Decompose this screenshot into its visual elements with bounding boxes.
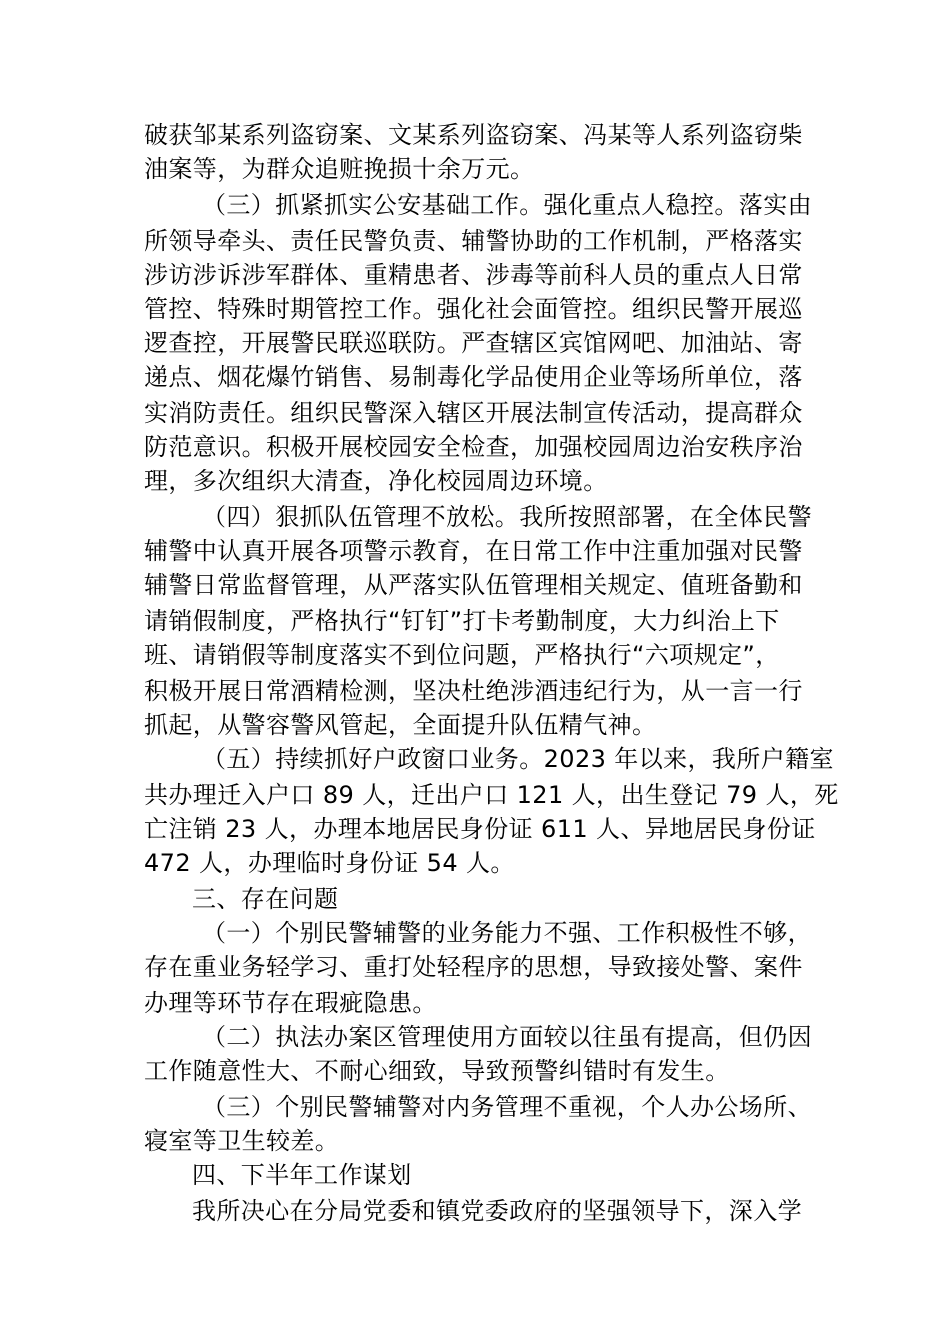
text-line: 递点、烟花爆竹销售、易制毒化学品使用企业等场所单位，落 [144,363,803,391]
text-line: 我所决心在分局党委和镇党委政府的坚强领导下，深入学 [192,1197,802,1225]
text-line: 抓起，从警容警风管起，全面提升队伍精气神。 [144,711,657,739]
text-line: 472 人，办理临时身份证 54 人。 [144,849,515,877]
paragraph-heading: （三）个别民警辅警对内务管理不重视，个人办公场所、 [202,1093,812,1121]
paragraph-heading: （三）抓紧抓实公安基础工作。强化重点人稳控。落实由 [202,191,812,219]
paragraph-heading: （五）持续抓好户政窗口业务。2023 年以来，我所户籍室 [202,745,834,773]
paragraph-heading: （四）狠抓队伍管理不放松。我所按照部署，在全体民警 [202,503,812,531]
text-line: 请销假制度，严格执行“钉钉”打卡考勤制度，大力纠治上下 [144,607,780,635]
text-line: 办理等环节存在瑕疵隐患。 [144,989,437,1017]
text-line: 破获邹某系列盗窃案、文某系列盗窃案、冯某等人系列盗窃柴 [144,121,803,149]
text-line: 理，多次组织大清查，净化校园周边环境。 [144,467,608,495]
section-heading: 三、存在问题 [192,885,339,913]
text-line: 涉访涉诉涉军群体、重精患者、涉毒等前科人员的重点人日常 [144,261,803,289]
paragraph-heading: （一）个别民警辅警的业务能力不强、工作积极性不够， [202,919,812,947]
text-line: 管控、特殊时期管控工作。强化社会面管控。组织民警开展巡 [144,295,803,323]
text-line: 共办理迁入户口 89 人，迁出户口 121 人，出生登记 79 人，死 [144,781,839,809]
text-line: 积极开展日常酒精检测，坚决杜绝涉酒违纪行为，从一言一行 [144,677,803,705]
text-line: 寝室等卫生较差。 [144,1127,340,1155]
paragraph-heading: （二）执法办案区管理使用方面较以往虽有提高，但仍因 [202,1023,812,1051]
text-line: 防范意识。积极开展校园安全检查，加强校园周边治安秩序治 [144,433,803,461]
text-line: 实消防责任。组织民警深入辖区开展法制宣传活动，提高群众 [144,399,803,427]
text-line: 逻查控，开展警民联巡联防。严查辖区宾馆网吧、加油站、寄 [144,329,803,357]
text-line: 亡注销 23 人，办理本地居民身份证 611 人、异地居民身份证 [144,815,816,843]
text-line: 工作随意性大、不耐心细致，导致预警纠错时有发生。 [144,1057,730,1085]
text-line: 班、请销假等制度落实不到位问题，严格执行“六项规定”， [144,641,780,669]
text-line: 所领导牵头、责任民警负责、辅警协助的工作机制，严格落实 [144,227,803,255]
section-heading: 四、下半年工作谋划 [192,1161,412,1189]
text-line: 存在重业务轻学习、重打处轻程序的思想，导致接处警、案件 [144,953,803,981]
text-line: 辅警中认真开展各项警示教育，在日常工作中注重加强对民警 [144,537,803,565]
text-line: 油案等，为群众追赃挽损十余万元。 [144,155,535,183]
text-line: 辅警日常监督管理，从严落实队伍管理相关规定、值班备勤和 [144,571,803,599]
